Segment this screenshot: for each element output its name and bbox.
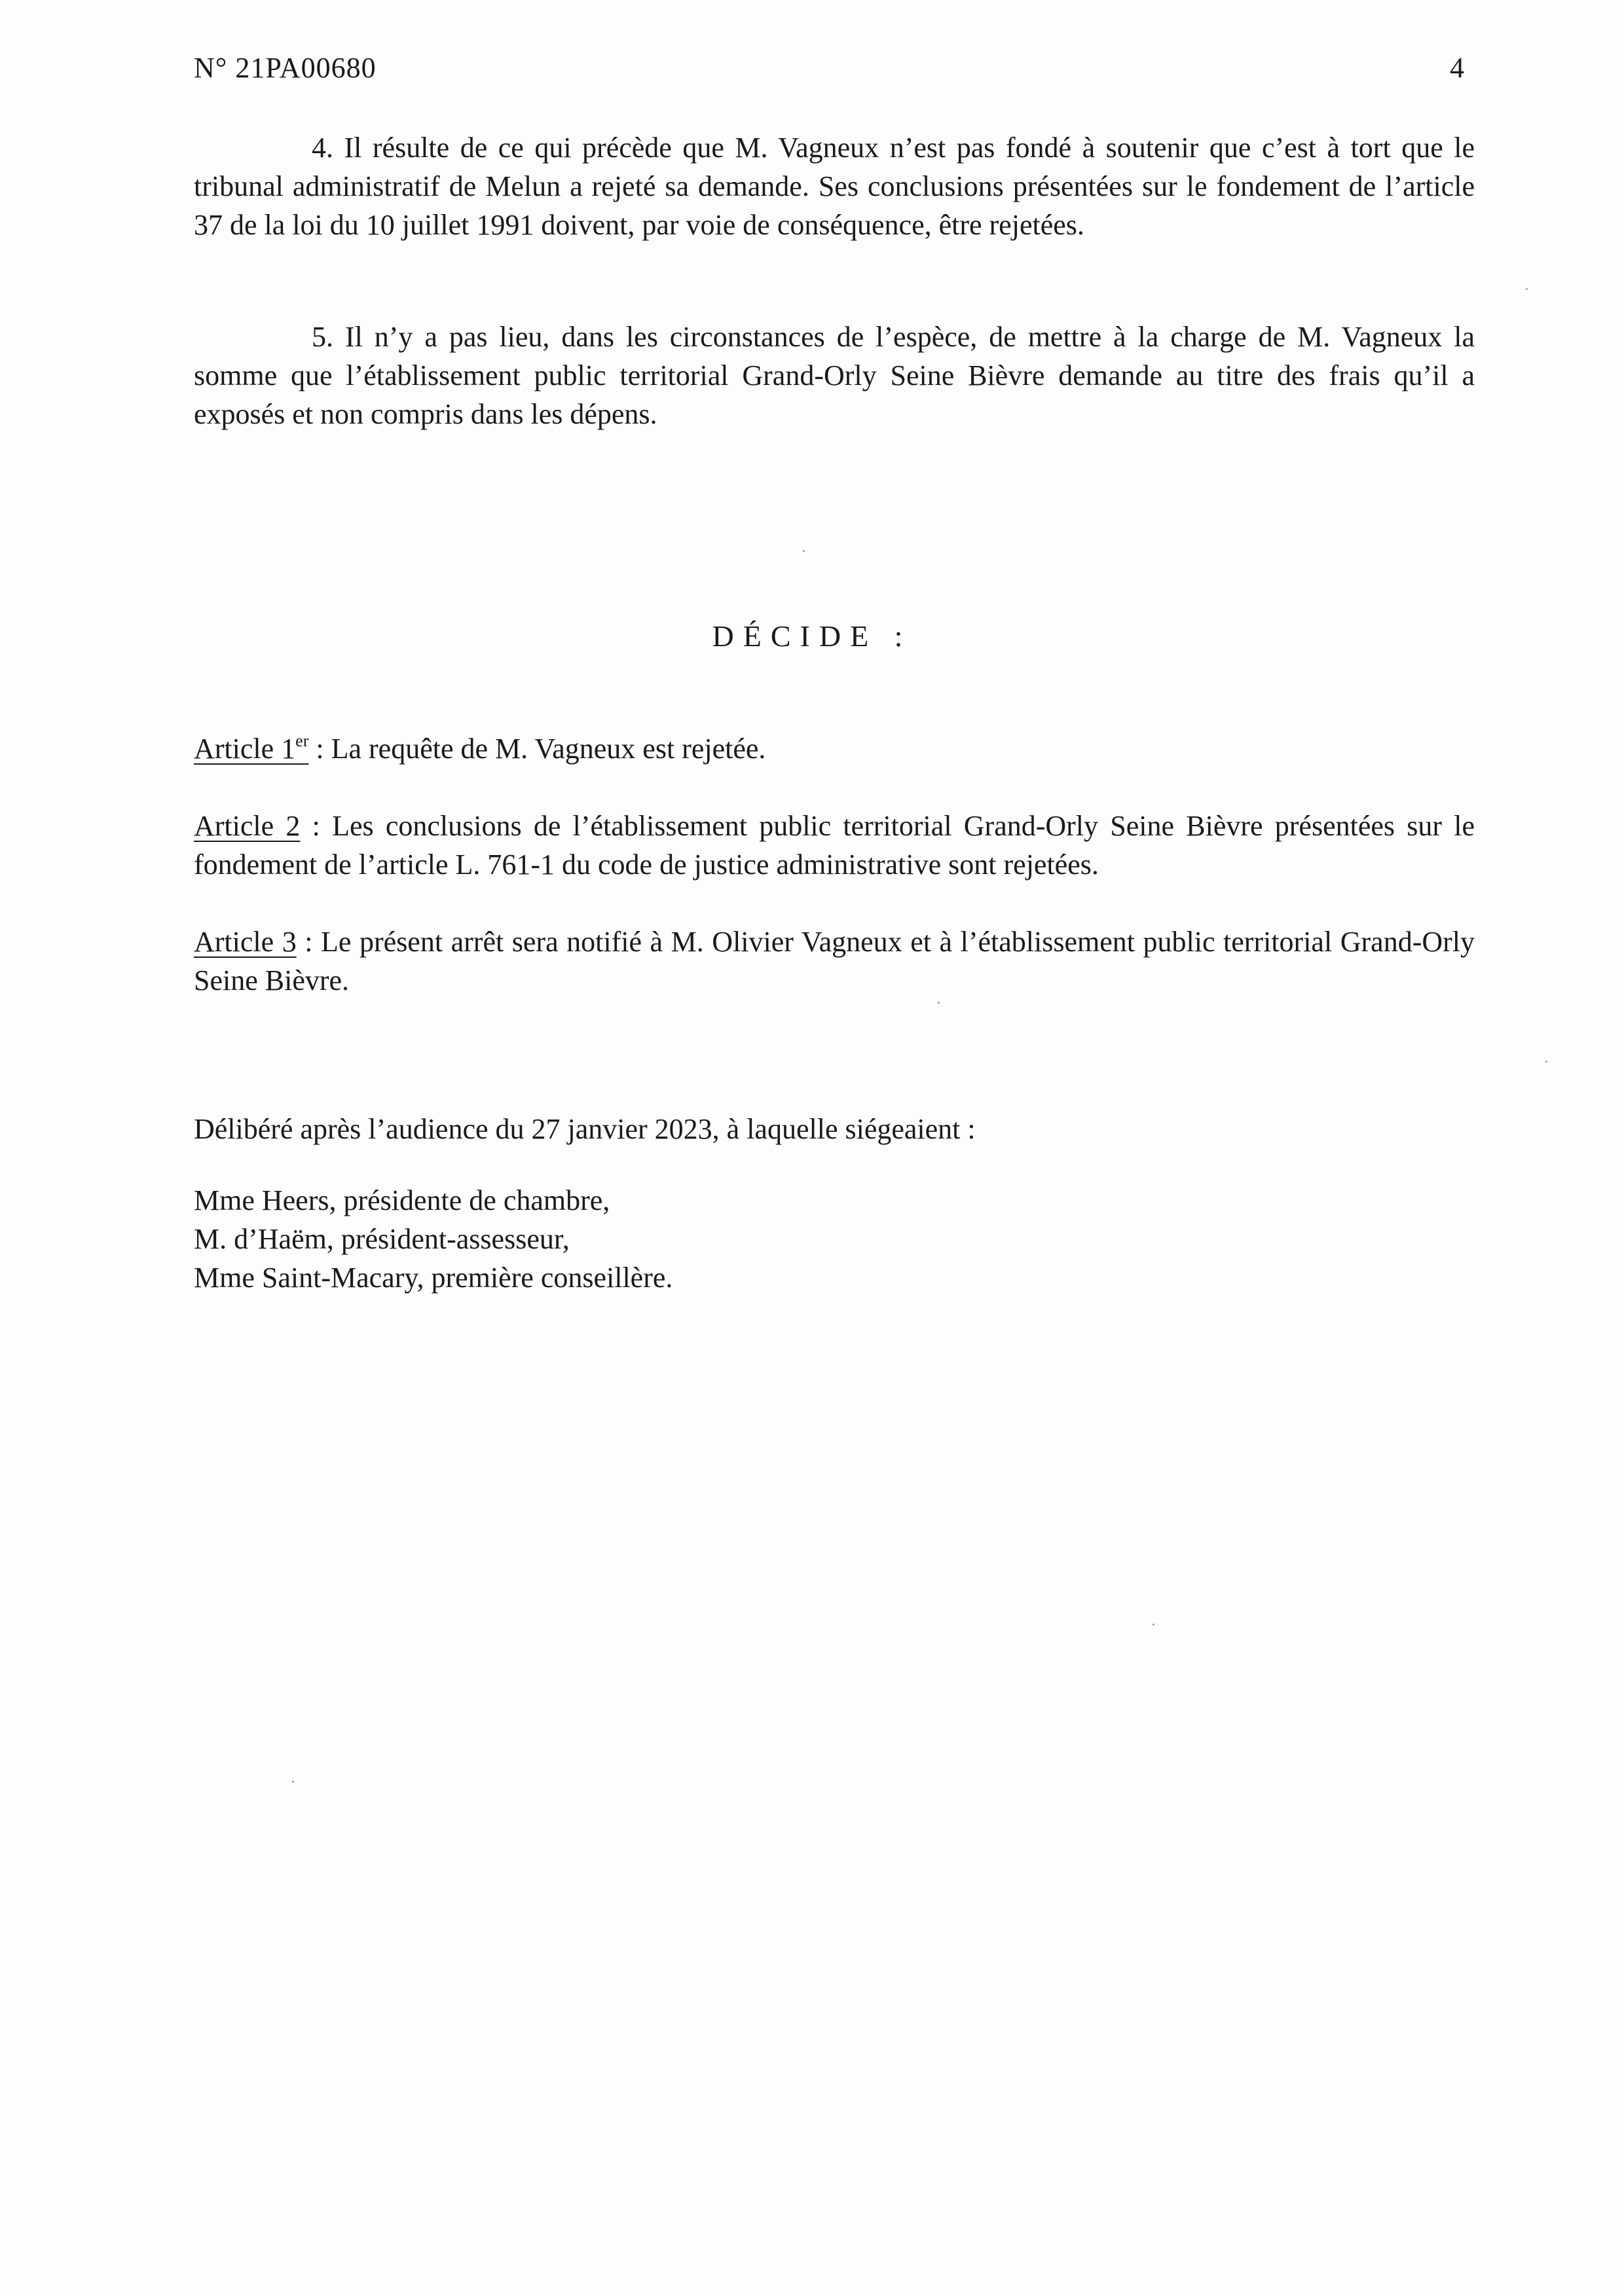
article-1 (194, 729, 1475, 768)
scan-speck (1153, 1624, 1154, 1626)
scan-speck (1526, 288, 1528, 290)
article-3 (194, 922, 1475, 1000)
article-1-label: Article 1er (194, 731, 309, 765)
deliberation-intro: Délibéré après l’audience du 27 janvier 2023, à laquelle siégeaient : (194, 1113, 976, 1145)
article-2-label: Article 2 (194, 810, 301, 842)
decide-heading: DÉCIDE : (712, 619, 912, 653)
article-2-text: : Les conclusions de l’établissement public territorial Grand-Orly Seine Bièvre présentées sur le fondement de l’article L. 761-1 du code de justice administrative sont rejetées. (194, 810, 1475, 881)
member-line: M. d’Haëm, président-assesseur, (194, 1223, 570, 1255)
scan-speck (292, 1781, 294, 1783)
member-line: Mme Heers, présidente de chambre, (194, 1184, 610, 1216)
article-3-text: : Le présent arrêt sera notifié à M. Olivier Vagneux et à l’établissement public territorial Grand-Orly Seine Bièvre. (194, 926, 1475, 996)
article-3-label: Article 3 (194, 926, 297, 958)
paragraph-5: 5. Il n’y a pas lieu, dans les circonstances de l’espèce, de mettre à la charge de M. Vagneux la somme que l’établissement public territorial Grand-Orly Seine Bièvre demande au titre des frais qu’il a exposés et non compris dans les dépens. (194, 321, 1475, 430)
member-line: Mme Saint-Macary, première conseillère. (194, 1262, 673, 1294)
page-number: 4 (1450, 52, 1464, 84)
case-number: N° 21PA00680 (194, 52, 377, 84)
paragraph-4: 4. Il résulte de ce qui précède que M. Vagneux n’est pas fondé à soutenir que c’est à tort que le tribunal administratif de Melun a rejeté sa demande. Ses conclusions présentées sur le fondement de l’article 37 de la loi du 10 juillet 1991 doivent, par voie de conséquence, être rejetées. (194, 132, 1475, 241)
scan-speck (1545, 1061, 1547, 1063)
article-1-text: : La requête de M. Vagneux est rejetée. (308, 733, 766, 765)
article-2 (194, 807, 1475, 884)
scan-speck (938, 1002, 940, 1004)
scan-speck (803, 550, 805, 552)
